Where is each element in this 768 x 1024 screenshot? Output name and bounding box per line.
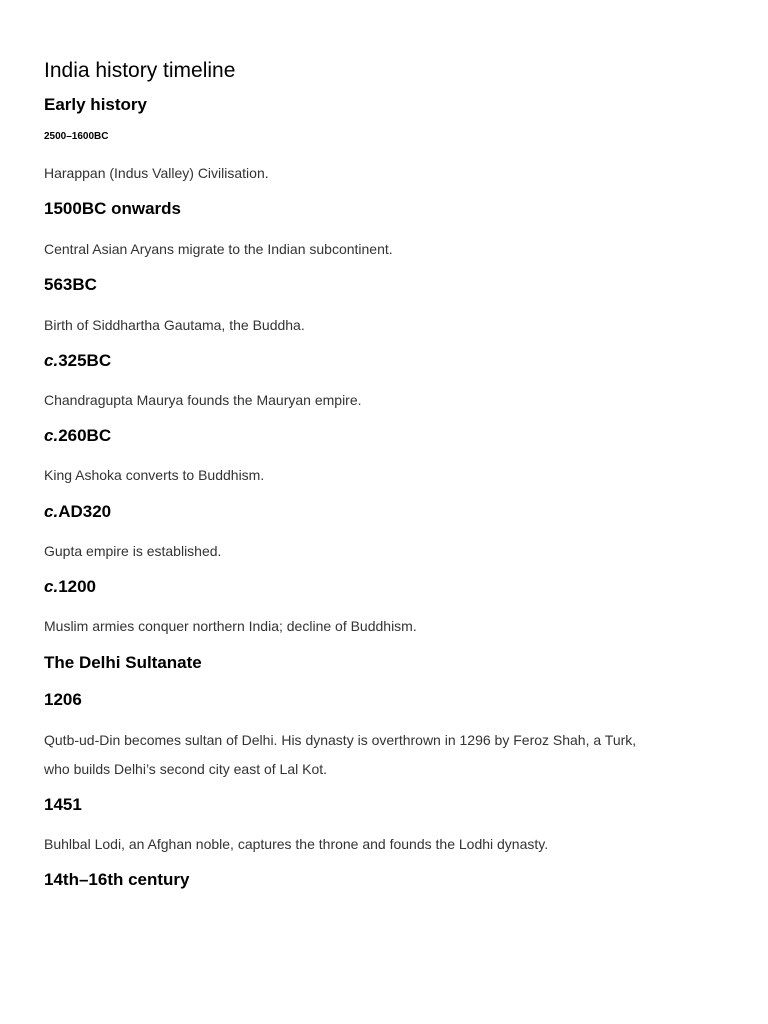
entry-text: Central Asian Aryans migrate to the Indian subcontinent. xyxy=(44,241,393,257)
entry-date-value: 260BC xyxy=(58,426,112,445)
entry-text: Muslim armies conquer northern India; decline of Buddhism. xyxy=(44,618,417,634)
entry-text: Buhlbal Lodi, an Afghan noble, captures the throne and founds the Lodhi dynasty. xyxy=(44,836,549,852)
entry-text: Gupta empire is established. xyxy=(44,543,222,559)
entry-text: Harappan (Indus Valley) Civilisation. xyxy=(44,165,269,181)
entry-date: 1206 xyxy=(44,690,82,709)
circa-prefix: c. xyxy=(44,577,59,596)
entry-date xyxy=(44,578,96,595)
entry-date xyxy=(44,503,111,520)
circa-prefix: c. xyxy=(44,351,59,370)
entry-date: 2500–1600BC xyxy=(44,131,109,142)
entry-text: King Ashoka converts to Buddhism. xyxy=(44,467,265,483)
entry-date-value: 325BC xyxy=(58,351,112,370)
section-heading-delhi-sultanate: The Delhi Sultanate xyxy=(44,653,202,672)
entry-date xyxy=(44,427,111,444)
entry-date: 1500BC onwards xyxy=(44,199,181,218)
entry-text: Qutb-ud-Din becomes sultan of Delhi. His dynasty is overthrown in 1296 by Feroz Shah, a Turk, xyxy=(44,732,637,748)
entry-date xyxy=(44,352,111,369)
entry-text: Birth of Siddhartha Gautama, the Buddha. xyxy=(44,317,305,333)
page-title: India history timeline xyxy=(44,59,236,82)
section-heading-early-history: Early history xyxy=(44,95,147,114)
entry-date-value: 1200 xyxy=(58,577,97,596)
entry-date-value: AD320 xyxy=(58,502,112,521)
entry-date: 1451 xyxy=(44,795,82,814)
entry-date: 563BC xyxy=(44,275,97,294)
entry-text: Chandragupta Maurya founds the Mauryan empire. xyxy=(44,392,362,408)
entry-date: 14th–16th century xyxy=(44,870,190,889)
circa-prefix: c. xyxy=(44,426,59,445)
entry-text-continued: who builds Delhi’s second city east of Lal Kot. xyxy=(44,761,328,777)
circa-prefix: c. xyxy=(44,502,59,521)
